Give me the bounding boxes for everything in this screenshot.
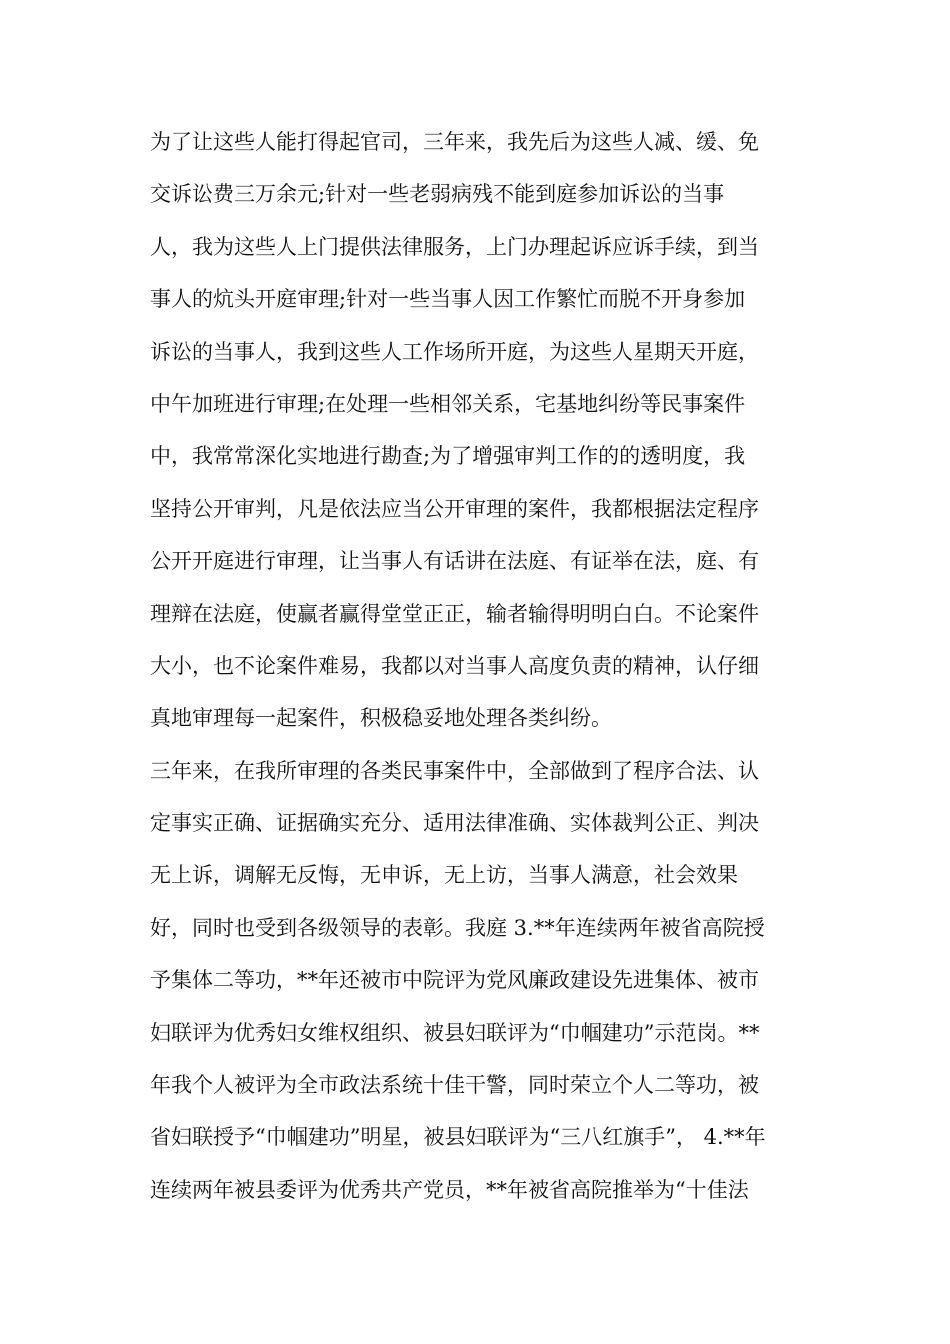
text-line: 坚持公开审判，凡是依法应当公开审理的案件，我都根据法定程序 [150, 496, 759, 521]
text-line: 省妇联授予“巾帼建功”明星，被县妇联评为“三八红旗手”， 4.**年 [150, 1125, 766, 1150]
text-line: 中，我常常深化实地进行勘查;为了增强审判工作的的透明度，我 [150, 444, 746, 469]
text-line: 人，我为这些人上门提供法律服务，上门办理起诉应诉手续，到当 [150, 234, 759, 259]
text-line: 诉讼的当事人，我到这些人工作场所开庭，为这些人星期天开庭， [150, 339, 759, 364]
text-line: 大小，也不论案件难易，我都以对当事人高度负责的精神，认仔细 [150, 653, 759, 678]
text-line: 公开开庭进行审理，让当事人有话讲在法庭、有证举在法，庭、有 [150, 549, 759, 574]
text-line: 交诉讼费三万余元;针对一些老弱病残不能到庭参加诉讼的当事 [150, 182, 725, 207]
body-text [150, 116, 810, 1216]
text-line: 无上诉，调解无反悔，无申诉，无上访，当事人满意，社会效果 [150, 863, 738, 888]
text-line: 连续两年被县委评为优秀共产党员，**年被省高院推举为“十佳法 [150, 1177, 749, 1202]
text-line: 三年来，在我所审理的各类民事案件中，全部做到了程序合法、认 [150, 758, 759, 783]
text-line: 予集体二等功，**年还被市中院评为党风廉政建设先进集体、被市 [150, 968, 759, 993]
text-line: 事人的炕头开庭审理;针对一些当事人因工作繁忙而脱不开身参加 [150, 287, 746, 312]
text-line: 年我个人被评为全市政法系统十佳干警，同时荣立个人二等功，被 [150, 1073, 759, 1098]
text-line: 真地审理每一起案件，积极稳妥地处理各类纠纷。 [150, 706, 612, 731]
text-line: 妇联评为优秀妇女维权组织、被县妇联评为“巾帼建功”示范岗。** [150, 1020, 760, 1045]
text-line: 定事实正确、证据确实充分、适用法律准确、实体裁判公正、判决 [150, 811, 759, 836]
text-line: 中午加班进行审理;在处理一些相邻关系，宅基地纠纷等民事案件 [150, 391, 746, 416]
text-line: 理辩在法庭，使赢者赢得堂堂正正，输者输得明明白白。不论案件 [150, 601, 759, 626]
text-line: 好，同时也受到各级领导的表彰。我庭 3.**年连续两年被省高院授 [150, 915, 765, 940]
text-line: 为了让这些人能打得起官司，三年来，我先后为这些人减、缓、免 [150, 130, 759, 154]
